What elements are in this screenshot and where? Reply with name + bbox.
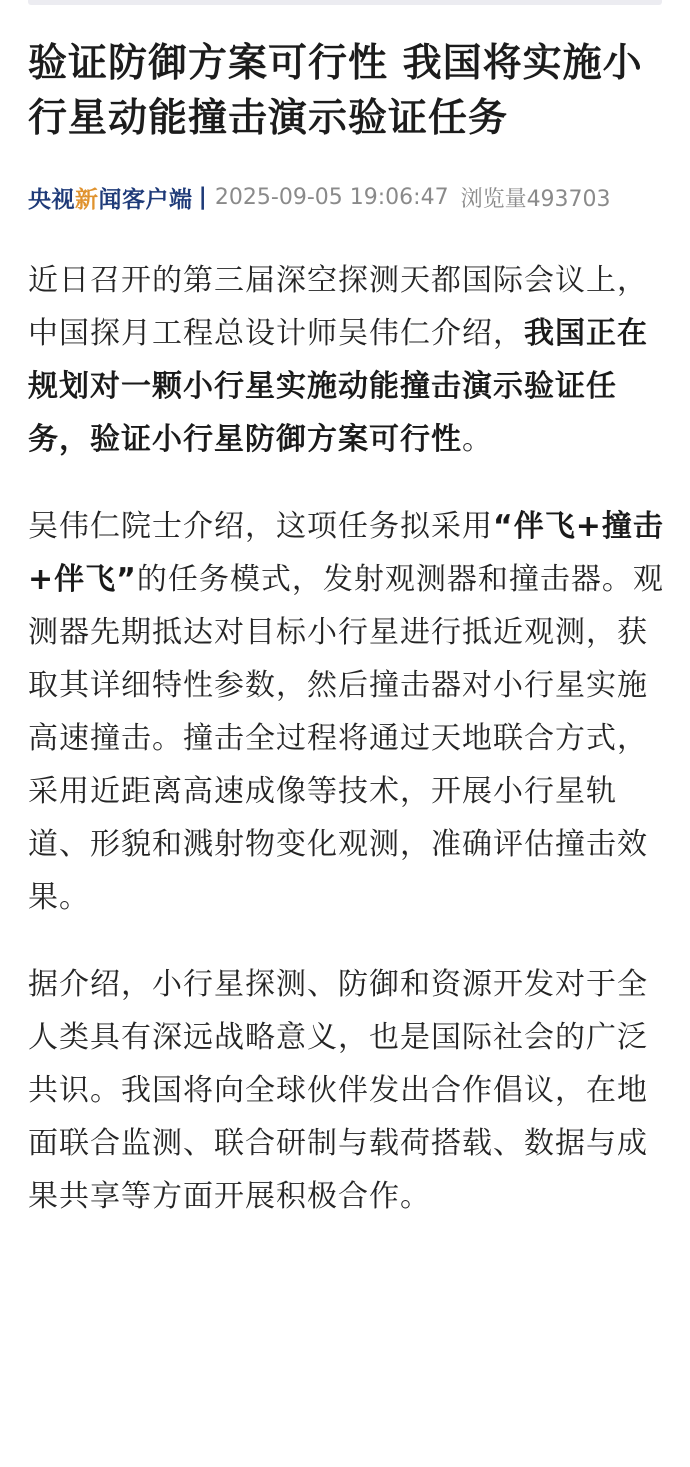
- paragraph-2-bold: “伴飞+撞击+伴飞”: [28, 509, 664, 597]
- article-meta: [28, 179, 668, 215]
- paragraph-1-bold: 我国正在规划对一颗小行星实施动能撞击演示验证任务，验证小行星防御方案可行性: [28, 316, 648, 457]
- article-title: 验证防御方案可行性 我国将实施小行星动能撞击演示验证任务: [28, 41, 643, 141]
- source-name-part3: 闻客户端: [98, 186, 193, 213]
- top-divider-bar: [28, 0, 662, 5]
- meta-separator: |: [198, 184, 207, 210]
- view-count: 浏览量493703: [460, 186, 611, 212]
- article-paragraph-3: 据介绍，小行星探测、防御和资源开发对于全人类具有深远战略意义，也是国际社会的广泛共识。我国将向全球伙伴发出合作倡议，在地面联合监测、联合研制与载荷搭载、数据与成果共享等方面开展积极合作。: [28, 967, 648, 1214]
- source-name-accent: 新: [75, 186, 99, 213]
- article-paragraph-2: [28, 500, 666, 924]
- article-paragraph-1: [28, 254, 666, 466]
- paragraph-1-text: 近日召开的第三届深空探测天都国际会议上，中国探月工程总设计师吴伟仁介绍，: [28, 263, 648, 351]
- paragraph-2-text: 吴伟仁院士介绍，这项任务拟采用: [28, 509, 493, 544]
- publish-datetime: 2025-09-05 19:06:47: [214, 184, 449, 210]
- source-name-part1: 央视: [28, 186, 75, 213]
- paragraph-1-end: 。: [462, 422, 493, 457]
- paragraph-2-end: 的任务模式，发射观测器和撞击器。观测器先期抵达对目标小行星进行抵近观测，获取其详细特性参数，然后撞击器对小行星实施高速撞击。撞击全过程将通过天地联合方式，采用近距离高速成像等技术，开展小行星轨道、形貌和溅射物变化观测，准确评估撞击效果。: [28, 562, 664, 915]
- source-link[interactable]: [28, 181, 193, 214]
- article: [28, 36, 668, 1223]
